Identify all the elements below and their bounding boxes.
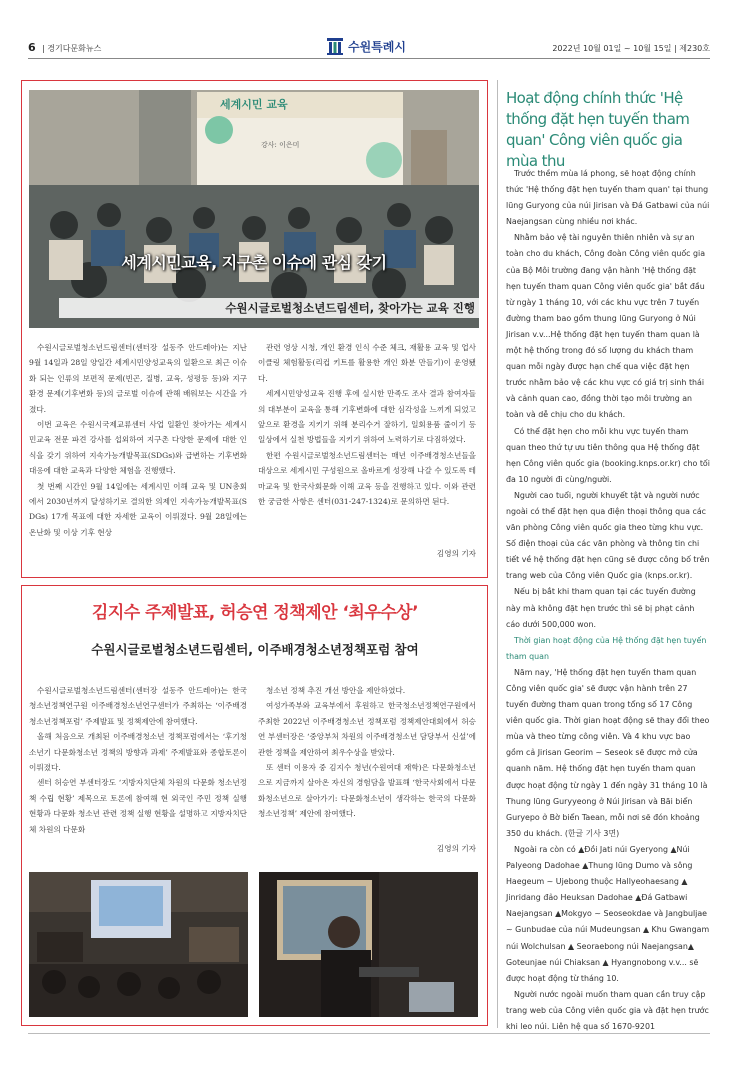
paragraph: 올해 처음으로 개최된 이주배경청소년 정책포럼에서는 ‘후기청소년기 다문화청소년 정책의 방향과 과제’ 주제발표와 종합토론이 이뤄졌다. [29, 732, 247, 773]
conference-hall-photo [29, 872, 248, 1017]
article1-column-1 [29, 340, 247, 540]
article2-column-2 [258, 683, 476, 822]
paragraph: Người nước ngoài muốn tham quan cần truy cập trang web của Công viên quốc gia và đặt hẹn trước khi leo núi. Liên hệ qua số 1670-9201 [506, 989, 709, 1031]
paragraph: 여성가족부와 교육부에서 후원하고 한국청소년정책연구원에서 주최한 2022년 이주배경청소년 정책포럼 정책제안대회에서 허승연 부센터장은 ‘중앙부처 차원의 이주배경청소년 담당부서 신설’에 관한 정책을 제안하여 최우수상을 받았다. [258, 701, 476, 757]
paragraph: Người cao tuổi, người khuyết tật và người nước ngoài có thể đặt hẹn qua điện thoại thông qua các văn phòng Công viên quốc gia theo từng khu vực. Số điện thoại của các văn phòng và thông tin chi tiết về hệ thống đặt hẹn cũng sẽ được công bố trên trang web của Công viên Quốc gia (knps.or.kr). [506, 490, 710, 581]
speaker-photo [259, 872, 478, 1017]
article1-byline: 김영의 기자 [436, 549, 476, 558]
paragraph: 이번 교육은 수원시국제교류센터 사업 일환인 찾아가는 세계시민교육 전문 파견 강사를 섭외하여 지구촌 다양한 문제에 대한 인식을 갖기 위하여 지속가능개발목표(SDGs)와 급변하는 기후변화 대응에 대한 교육과 다양한 체험을 진행했다. [29, 420, 247, 476]
paragraph: 센터 허승연 부센터장도 ‘지방자치단체 차원의 다문화 청소년정책 수립 현황’ 제목으로 토론에 참여해 현 외국인 주민 정책 실행 현황과 다문화 청소년 관련 정책 실행 현황을 설명하고 지방자치단체 차원의 다문화 [29, 778, 247, 834]
article3-title: Hoạt động chính thức 'Hệ thống đặt hẹn tuyến tham quan' Công viên quốc gia mùa thu [506, 89, 690, 170]
article2-byline: 김영의 기자 [436, 844, 476, 853]
issue-date: 2022년 10월 01일 ~ 10월 15일 | 제230호 [552, 44, 710, 53]
paragraph: 첫 번째 시간인 9월 14일에는 세계시민 이해 교육 및 UN총회에서 2030년까지 달성하기로 결의한 의제인 지속가능개발목표(SDGs) 17개 목표에 대한 자세한 교육이 이뤄졌다. 9월 28일에는 온난화 및 이상 기후 현상 [29, 481, 247, 537]
forum-photo-right [259, 872, 478, 1017]
article1-title: 세계시민교육, 지구촌 이슈에 관심 갖기 [121, 253, 387, 272]
paragraph: Có thể đặt hẹn cho mỗi khu vực tuyến tham quan theo thứ tự ưu tiên thông qua Hệ thống đặt hẹn Công viên quốc gia (booking.knps.or.kr) cho tối đa 10 người đi cùng/người. [506, 426, 710, 484]
paragraph: 관련 영상 시청, 개인 환경 인식 수준 체크, 재활용 교육 및 업사이클링 체험활동(리컵 키트를 활용한 개인 화분 만들기)이 운영됐다. [258, 343, 476, 383]
page-header [28, 38, 710, 58]
paragraph: 세계시민양성교육 진행 후에 실시한 만족도 조사 결과 참여자들의 대부분이 교육을 통해 기후변화에 대한 심각성을 느끼게 되었고 앞으로 환경을 지키기 위해 분리수거 잘하기, 일회용품 줄이기 등 일상에서 실천 방법들을 지키기 위하여 노력하기로 다짐하였다. [258, 389, 476, 445]
paragraph: 청소년 정책 추진 개선 방안을 제안하였다. [266, 686, 406, 695]
slide-title: 세계시민 교육 [220, 98, 288, 111]
paragraph: Nếu bị bắt khi tham quan tại các tuyến đường này mà không đặt hẹn trước thì sẽ bị phạt cảnh cáo dưới 500,000 won. [506, 587, 696, 629]
article2-column-1 [29, 683, 247, 837]
paragraph: 또 센터 이용자 중 김지수 청년(수원여대 재학)은 다문화청소년으로 지금까지 살아온 자신의 경험담을 발표해 ‘한국사회에서 다문화청소년으로 살아가기: 다문화청소년이 생각하는 한국의 다문화청소년정책’ 제안에 참여했다. [258, 763, 476, 819]
article1-subtitle: 수원시글로벌청소년드림센터, 찾아가는 교육 진행 [225, 301, 475, 315]
column-divider [497, 80, 498, 1028]
article2-title: 김지수 주제발표, 허승연 정책제안 ‘최우수상’ [91, 603, 419, 623]
header-divider [28, 58, 710, 59]
footer-divider [28, 1033, 710, 1034]
publication-name: | 경기다문화뉴스 [42, 44, 102, 53]
paragraph: 한편 수원시글로벌청소년드림센터는 매년 이주배경청소년들을 대상으로 세계시민 구성원으로 올바르게 성장해 나갈 수 있도록 테마교육 및 한국사회문화 이해 교육 등을 진행하고 있다. 이와 관련한 궁금한 사항은 센터(031-247-1324)로 문의하면 된다. [258, 450, 476, 507]
paragraph: Trước thềm mùa lá phong, sẽ hoạt động chính thức 'Hệ thống đặt hẹn tuyến tham quan' tại thung lũng Guryong của núi Jirisan và Đá Gatbawi của núi Naejangsan cùng nhiều nơi khác. [506, 169, 710, 227]
page-number: 6 [28, 41, 36, 54]
classroom-photo [29, 90, 479, 328]
paragraph: 수원시글로벌청소년드림센터(센터장 설동주 안드레아)는 지난 9월 14일과 28일 양일간 세계시민양성교육의 일환으로 최근 이슈화 되는 인류의 보편적 문제(빈곤, 질병, 교육, 성평등 등)와 지구 환경 문제(기후변화 등)의 글로벌 이슈에 관해 배워보는 시간을 가졌다. [29, 343, 247, 414]
section-heading: Thời gian hoạt động của Hệ thống đặt hẹn tuyến tham quan [506, 635, 707, 661]
forum-photo-left [29, 872, 248, 1017]
article3-body [506, 166, 710, 1035]
slide-subtitle: 강사: 이은미 [261, 141, 300, 149]
article2-subtitle: 수원시글로벌청소년드림센터, 이주배경청소년정책포럼 참여 [91, 642, 419, 657]
article1-column-2 [258, 340, 476, 509]
logo [326, 34, 406, 58]
suwon-logo-icon [326, 36, 344, 56]
paragraph: 수원시글로벌청소년드림센터(센터장 설동주 안드레아)는 한국청소년정책연구원 이주배경청소년연구센터가 주최하는 ‘이주배경청소년정책포럼’ 주제발표 및 정책제안에 참여했다. [29, 686, 247, 726]
logo-text: 수원특례시 [348, 39, 406, 54]
paragraph: Năm nay, 'Hệ thống đặt hẹn tuyến tham quan Công viên quốc gia' sẽ được vận hành trên 27 tuyến đường tham quan trong tổng số 17 Công viên quốc gia. Thời gian hoạt động sẽ thay đổi theo mùa và theo từng công viên. Và 4 khu vực bao gồm cả Jirisan Georim ~ Seseok sẽ được mở cửa quanh năm. Hệ thống đặt hẹn tuyến tham quan được hoạt động từ ngày 1 đến ngày 31 tháng 10 là Thung lũng Guryyeong ở Núi Jirisan và Bãi biển Guryepo ở Bờ biển Taean, mỗi nơi sẽ đón khoảng 350 du khách. (한글 기사 3면) [506, 667, 710, 838]
education-photo [29, 90, 479, 328]
paragraph: Ngoài ra còn có ▲Đồi Jati núi Gyeryong ▲Núi Palyeong Dadohae ▲Thung lũng Dumo và sông Haegeum ~ Ujebong thuộc Hallyeohaesang ▲ Jinridang đảo Heuksan Dadohae ▲Đá Gatbawi Naejangsan ▲Mokgyo ~ Seoseokdae và Jangbuljae ~ Gunbudae của núi Mudeungsan ▲ Khu Gwangam núi Wolchulsan ▲ Seoraebong núi Naejangsan▲ Goteunjae núi Chiaksan ▲ Hyangnobong v.v... sẽ được hoạt động từ tháng 10. [506, 844, 710, 983]
paragraph: Nhằm bảo vệ tài nguyên thiên nhiên và sự an toàn cho du khách, Công đoàn Công viên quốc gia của Bộ Môi trường đang vận hành 'Hệ thống đặt hẹn tuyến tham quan Công viên quốc gia' bắt đầu từ ngày 1 tháng 10, với các khu vực trên 7 tuyến đường tham bao gồm thung lũng Guryong ở Núi Jirisan v.v...Hệ thống đặt hẹn tuyến tham quan là một hệ thống trong đó số lượng du khách tham quan mỗi ngày được hạn chế qua việc đặt hẹn trước nhằm bảo vệ các khu vực có giá trị sinh thái và cảnh quan cao, đồng thời tạo môi trường an toàn và dễ chịu cho du khách. [506, 233, 706, 420]
